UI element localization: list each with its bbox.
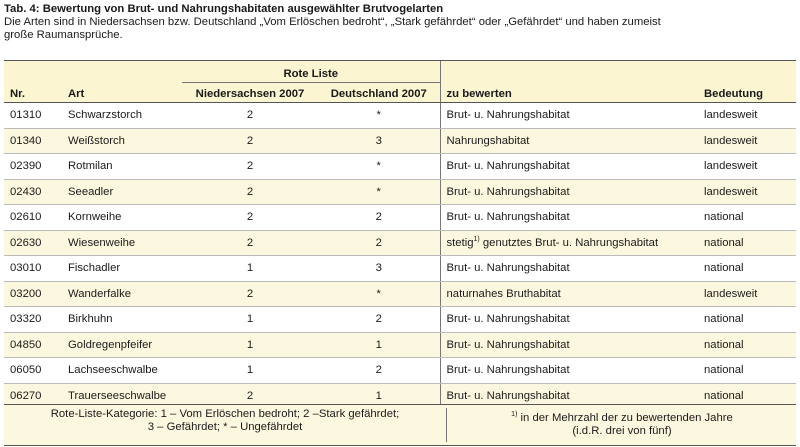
cell-art: Trauerseeschwalbe <box>62 383 182 409</box>
habitat-text: naturnahes Bruthabitat <box>446 287 561 300</box>
bird-habitat-table <box>4 60 796 409</box>
cell-nr: 02430 <box>4 179 62 205</box>
habitat-text-rest: genutztes Brut- u. Nahrungshabitat <box>479 237 659 250</box>
cell-deutschland: 2 <box>318 358 440 384</box>
cell-deutschland: * <box>318 154 440 180</box>
footer-footnote <box>446 408 797 442</box>
cell-deutschland: 1 <box>318 332 440 358</box>
table-row <box>4 205 796 231</box>
table-row <box>4 358 796 384</box>
header-row-1 <box>4 61 796 83</box>
cell-deutschland: 2 <box>318 230 440 256</box>
header-zu-bewerten: zu bewerten <box>440 83 698 103</box>
cell-art: Kornweihe <box>62 205 182 231</box>
cell-art: Wiesenweihe <box>62 230 182 256</box>
habitat-text: Brut- u. Nahrungshabitat <box>446 109 570 122</box>
cell-zu-bewerten <box>440 256 698 282</box>
table-footer <box>4 404 796 446</box>
habitat-text: Brut- u. Nahrungshabitat <box>446 211 570 224</box>
cell-zu-bewerten <box>440 281 698 307</box>
habitat-text: Brut- u. Nahrungshabitat <box>446 160 570 173</box>
habitat-text: Brut- u. Nahrungshabitat <box>446 364 570 377</box>
cell-art: Wanderfalke <box>62 281 182 307</box>
cell-niedersachsen: 1 <box>182 256 318 282</box>
cell-bedeutung: landesweit <box>698 179 796 205</box>
footnote-line-1: in der Mehrzahl der zu bewertenden Jahre <box>517 411 733 424</box>
header-row-2 <box>4 83 796 103</box>
cell-zu-bewerten <box>440 307 698 333</box>
cell-nr: 03320 <box>4 307 62 333</box>
footnote-marker: 1) <box>473 236 480 244</box>
footer-legend-line-2: 3 – Gefährdet; * – Ungefährdet <box>147 421 303 433</box>
cell-deutschland: * <box>318 103 440 129</box>
cell-nr: 06050 <box>4 358 62 384</box>
cell-niedersachsen: 2 <box>182 103 318 129</box>
table-description-line-1: Die Arten sind in Niedersachsen bzw. Deutschland „Vom Erlöschen bedroht“, „Stark gefährdet“ oder „Gefährdet“ und haben zumeist <box>4 16 661 28</box>
cell-niedersachsen: 2 <box>182 154 318 180</box>
cell-bedeutung: national <box>698 332 796 358</box>
table-row <box>4 103 796 129</box>
footnote-line-2: (i.d.R. drei von fünf) <box>572 424 672 437</box>
cell-art: Schwarzstorch <box>62 103 182 129</box>
cell-bedeutung: national <box>698 383 796 409</box>
cell-bedeutung: landesweit <box>698 154 796 180</box>
header-art: Art <box>62 83 182 103</box>
cell-art: Weißstorch <box>62 128 182 154</box>
cell-zu-bewerten <box>440 205 698 231</box>
cell-nr: 01340 <box>4 128 62 154</box>
cell-deutschland: 3 <box>318 256 440 282</box>
cell-bedeutung: landesweit <box>698 128 796 154</box>
habitat-text: Brut- u. Nahrungshabitat <box>446 262 570 275</box>
cell-nr: 04850 <box>4 332 62 358</box>
table-row <box>4 332 796 358</box>
cell-deutschland: 1 <box>318 383 440 409</box>
cell-zu-bewerten <box>440 332 698 358</box>
cell-deutschland: 3 <box>318 128 440 154</box>
header-nr: Nr. <box>4 83 62 103</box>
cell-zu-bewerten <box>440 179 698 205</box>
cell-zu-bewerten <box>440 128 698 154</box>
table-row <box>4 154 796 180</box>
cell-niedersachsen: 2 <box>182 205 318 231</box>
cell-deutschland: * <box>318 179 440 205</box>
footer-legend <box>4 408 446 434</box>
habitat-text: Brut- u. Nahrungshabitat <box>446 313 570 326</box>
table-row <box>4 230 796 256</box>
cell-art: Rotmilan <box>62 154 182 180</box>
cell-bedeutung: landesweit <box>698 103 796 129</box>
footnote-marker: 1) <box>511 411 518 418</box>
cell-nr: 03010 <box>4 256 62 282</box>
habitat-text: Brut- u. Nahrungshabitat <box>446 338 570 351</box>
table-description-line-2: große Raumansprüche. <box>4 29 123 41</box>
cell-bedeutung: national <box>698 307 796 333</box>
cell-nr: 06270 <box>4 383 62 409</box>
habitat-text: stetig <box>446 237 474 250</box>
cell-zu-bewerten <box>440 154 698 180</box>
header-rote-liste: Rote Liste <box>182 61 440 83</box>
cell-nr: 02390 <box>4 154 62 180</box>
cell-art: Seeadler <box>62 179 182 205</box>
cell-bedeutung: national <box>698 358 796 384</box>
cell-niedersachsen: 2 <box>182 230 318 256</box>
table-row <box>4 256 796 282</box>
cell-nr: 02630 <box>4 230 62 256</box>
cell-niedersachsen: 1 <box>182 358 318 384</box>
cell-niedersachsen: 2 <box>182 128 318 154</box>
cell-nr: 02610 <box>4 205 62 231</box>
cell-zu-bewerten <box>440 358 698 384</box>
cell-bedeutung: national <box>698 230 796 256</box>
table-title: Tab. 4: Bewertung von Brut- und Nahrungshabitaten ausgewählter Brutvogelarten <box>4 3 444 15</box>
cell-nr: 03200 <box>4 281 62 307</box>
cell-zu-bewerten <box>440 230 698 256</box>
cell-niedersachsen: 1 <box>182 307 318 333</box>
cell-bedeutung: national <box>698 256 796 282</box>
header-deutschland: Deutschland 2007 <box>318 83 440 103</box>
cell-deutschland: 2 <box>318 205 440 231</box>
habitat-text: Brut- u. Nahrungshabitat <box>446 389 570 402</box>
footer-legend-line-1: Rote-Liste-Kategorie: 1 – Vom Erlöschen bedroht; 2 –Stark gefährdet; <box>50 408 400 420</box>
table-body <box>4 103 796 409</box>
table-row <box>4 281 796 307</box>
table-row <box>4 307 796 333</box>
header-bedeutung: Bedeutung <box>698 83 796 103</box>
header-niedersachsen: Niedersachsen 2007 <box>182 83 318 103</box>
cell-art: Fischadler <box>62 256 182 282</box>
cell-deutschland: 2 <box>318 307 440 333</box>
table-caption <box>4 3 794 42</box>
cell-zu-bewerten <box>440 103 698 129</box>
cell-bedeutung: landesweit <box>698 281 796 307</box>
cell-deutschland: * <box>318 281 440 307</box>
cell-art: Goldregenpfeifer <box>62 332 182 358</box>
habitat-text: Nahrungshabitat <box>446 134 530 147</box>
table-header <box>4 61 796 103</box>
habitat-text: Brut- u. Nahrungshabitat <box>446 185 570 198</box>
cell-art: Lachseeschwalbe <box>62 358 182 384</box>
cell-niedersachsen: 2 <box>182 281 318 307</box>
cell-niedersachsen: 2 <box>182 179 318 205</box>
table-row <box>4 128 796 154</box>
cell-bedeutung: national <box>698 205 796 231</box>
cell-niedersachsen: 1 <box>182 332 318 358</box>
cell-niedersachsen: 2 <box>182 383 318 409</box>
table-row <box>4 179 796 205</box>
cell-art: Birkhuhn <box>62 307 182 333</box>
cell-nr: 01310 <box>4 103 62 129</box>
